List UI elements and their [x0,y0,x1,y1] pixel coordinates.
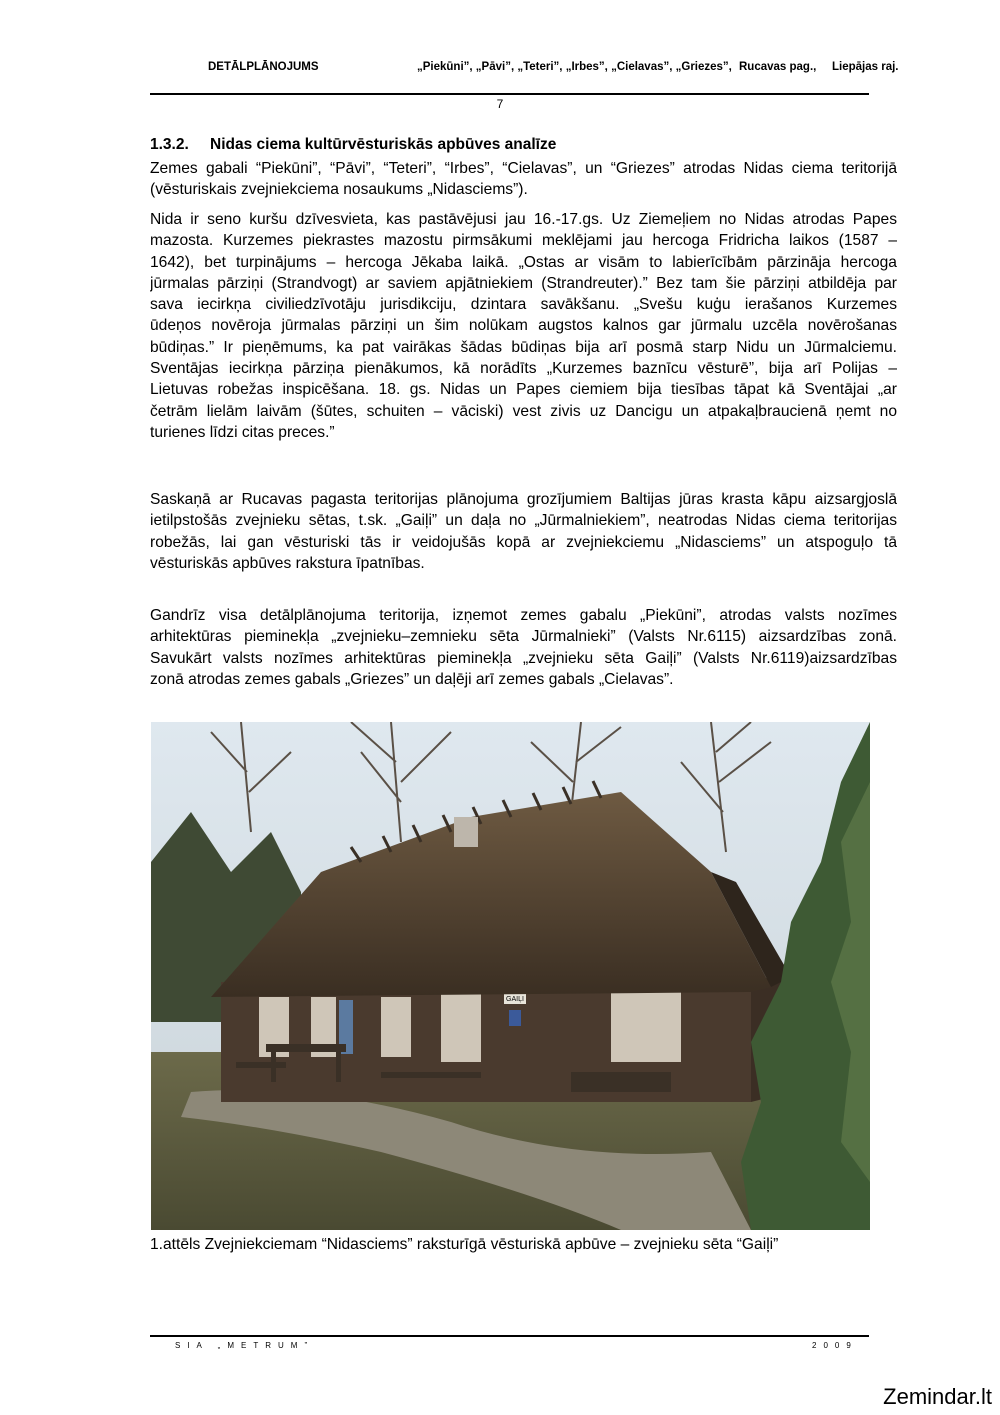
section-heading [150,136,556,154]
header-rule [150,93,869,95]
text-line: Sventājas iecirkņa pārziņa pienākumos, kā norādīts „Kurzemes baznīcu vēsturē”, bija arī Polijas – [150,360,897,378]
text-line: sava iecirkņa civiliedzīvotāju jurisdikciju, dzintara savākšanu. „Svešu kuģu ierašanos Kurzemes [150,296,897,314]
text-line: arhitektūras pieminekļa „zvejnieku–zemnieku sēta Jūrmalnieki” (Valsts Nr.6115) aizsardzības zonā. [150,628,897,646]
paragraph-3 [150,489,897,574]
text-line: Gandrīz visa detālplānojuma teritorija, izņemot zemes gabalu „Piekūni”, atrodas valsts nozīmes [150,607,897,624]
header-plot-names: „Piekūni”, „Pāvi”, „Teteri”, „Irbes”, „Cielavas”, „Griezes”, [417,61,732,73]
header-district: Liepājas raj. [832,61,899,73]
paragraph-1 [150,158,897,201]
section-number: 1.3.2. [150,136,189,153]
footer-rule [150,1335,869,1337]
text-line: Nida ir seno kuršu dzīvesvieta, kas pastāvējusi jau 16.-17.gs. Uz Ziemeļiem no Nidas atrodas Papes [150,211,897,228]
farmstead-photo [151,722,870,1230]
text-line: Zemes gabali “Piekūni”, “Pāvi”, “Teteri”, “Irbes”, “Cielavas”, un “Griezes” atrodas Nidas ciema teritorijā [150,160,897,177]
header-parish: Rucavas pag., [739,61,817,73]
footer-company: SIA „METRUM” [175,1341,315,1350]
text-line: vēsturiskās apbūves rakstura īpatnības. [150,554,425,572]
paragraph-2 [150,209,897,443]
figure-caption: 1.attēls Zvejniekciemam “Nidasciems” raksturīgā vēsturiskā apbūve – zvejnieku sēta “Gaiļi” [150,1236,779,1253]
text-line: Saskaņā ar Rucavas pagasta teritorijas plānojuma grozījumiem Baltijas jūras krasta kāpu aizsargjoslā [150,491,897,508]
text-line: būdiņas.” Ir pieņēmums, ka pat vairākas šādas būdiņas bija arī posmā starp Nidu un Jūrmalciemu. [150,338,897,356]
text-line: jūrmalas pārziņi (Strandvogt) ar saviem apjātniekiem (Strandreuter).” Bez tam šie pārziņi atbildēja par [150,274,897,292]
text-line: Savukārt valsts nozīmes arhitektūras pieminekļa „zvejnieku sēta Gaiļi” (Valsts Nr.6119)aizsardzības [150,649,897,667]
paragraph-4 [150,605,897,690]
footer-year: 2009 [812,1341,858,1350]
page-number: 7 [496,97,504,111]
section-title: Nidas ciema kultūrvēsturiskās apbūves analīze [210,136,557,153]
text-line: ietilpstošās zvejnieku sētas, t.sk. „Gaiļi” un daļa no „Jūrmalniekiem”, neatrodas Nidas ciema teritorijas [150,512,897,530]
text-line: četrām lielām laivām (šūtes, schuiten – vāciski) vest zivis uz Dancigu un atpakaļbraucienā ņemt no [150,402,897,420]
header-doc-type: DETĀLPLĀNOJUMS [208,61,319,73]
text-line: Lietuvas robežas inspicēšana. 18. gs. Nidas un Papes ciemiem bija tiesības tāpat kā Sventājai „ar [150,381,897,399]
text-line: turienes līdzi citas preces.” [150,423,335,441]
text-line: mazosta. Kurzemes piekrastes mazostu pirmsākumi meklējami jau hercoga Fridricha laikos (1587 – [150,232,897,250]
text-line: 1642), bet turpinājums – hercoga Jēkaba laikā. „Ostas ar visām to labierīcībām pārzināja hercoga [150,253,897,271]
house-sign: GAIĻI [506,996,524,1003]
watermark: Zemindar.lt [883,1384,992,1409]
text-line: ūdeņos novēroja jūrmalas pārziņi un šim nolūkam augstos kalnos gar jūrmalu uzcēla novērošanas [150,317,897,335]
text-line: zonā atrodas zemes gabals „Griezes” un daļēji arī zemes gabals „Cielavas”. [150,670,674,688]
text-line: (vēsturiskais zvejniekciema nosaukums „Nidasciems”). [150,181,528,199]
text-line: robežās, lai gan vēsturiski tās ir veidojušās kopā ar zvejniekciemu „Nidasciems” un atspoguļo tā [150,533,897,551]
